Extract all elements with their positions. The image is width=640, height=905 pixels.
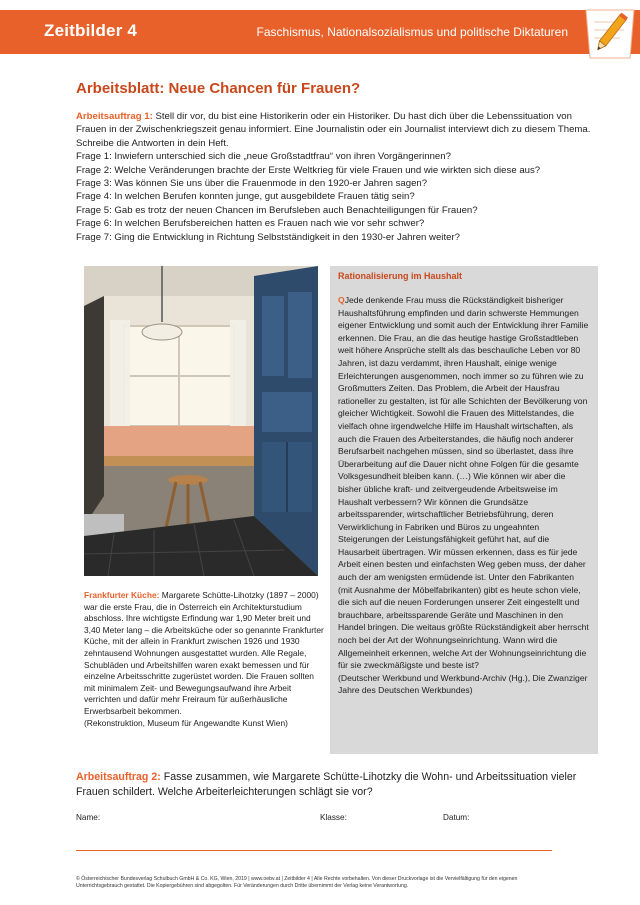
panel-body: Jede denkende Frau muss die Rückständigkeit bisheriger Haushaltsführung empfinden und darin schwerste Hemmungen eigener Entwicklung und somit auch der Entwicklung ihrer Familie erkennen. Die Frau, an die das heutige hastige Großstadtleben weit höhere Ansprüche stellt als das beschauliche Leben vor 80 Jahren, ist dazu verdammt, ihren Haushalt, einige wenige Erleichterungen ausgenommen, noch immer so zu führen wie zu Großmutters Zeiten. Das Problem, die Arbeit der Hausfrau rationeller zu gestalten, ist für alle Schichten der Bevölkerung von gleicher Wichtigkeit. Sowohl die Frauen des Mittelstandes, die vielfach ohne irgendwelche Hilfe im Haushalt wirtschaften, als auch die Frauen des Arbeiterstandes, die häufig noch anderer Berufsarbeit nachgehen müssen, sind so überlastet, dass ihre Überarbeitung auf die Dauer nicht ohne Folgen für die gesamte Volksgesundheit bleiben kann. (…) Wie können wir aber die bisher übliche kraft- und zeitvergeudende Arbeitsweise im Haushalt verbessern? Wir können die Grundsätze arbeitssparender, wirtschaftlicher Betriebsführung, deren Verwirklichung in Fabriken und Büros zu ungeahnten Steigerungen der Leistungsfähigkeit geführt hat, auf die Hausarbeit übertragen. Wir müssen erkennen, dass es für jede Arbeit einen besten und einfachsten Weg geben muss, der daher auch der am wenigsten ermüdende ist. Unter den Fabrikanten (mit Ausnahme der Möbelfabrikanten) gibt es heute schon viele, die sich auf die neuen Forderungen unserer Zeit eingestellt und brauchbare, arbeitssparende Geräte und Maschinen in den Handel bringen. Die weitaus größte Rückständigkeit aber herrscht noch bei der Art der Wohnungseinrichtung. Wann wird die Allgemeinheit erkennen, welche Art der Wohnungseinrichtung die für sie zweckmäßigste und beste ist? — [338, 295, 589, 671]
task-1 — [76, 110, 596, 244]
task-2-text: Fasse zusammen, wie Margarete Schütte-Lihotzky die Wohn- und Arbeitssituation vieler Frauen schildert. Welche Arbeiterleichterungen schlägt sie vor? — [76, 771, 577, 798]
question-5: Frage 5: Gab es trotz der neuen Chancen im Berufsleben auch Benachteiligungen für Frauen? — [76, 204, 478, 216]
question-2: Frage 2: Welche Veränderungen brachte der Erste Weltkrieg für viele Frauen und wie wirkten sich diese aus? — [76, 164, 541, 176]
quote-marker: Q — [338, 295, 345, 305]
panel-text — [338, 294, 590, 697]
task-1-label: Arbeitsauftrag 1: — [76, 111, 153, 122]
pencil-paper-icon — [580, 6, 640, 62]
panel-title: Rationalisierung im Haushalt — [338, 271, 463, 281]
book-title: Zeitbilder 4 — [44, 21, 138, 40]
question-4: Frage 4: In welchen Berufen konnten junge, gut ausgebildete Frauen tätig sein? — [76, 191, 415, 203]
date-label: Datum: — [443, 813, 470, 822]
question-7: Frage 7: Ging die Entwicklung in Richtung Selbstständigkeit in den 1930-er Jahren weiter? — [76, 231, 460, 243]
caption-label: Frankfurter Küche: — [84, 590, 160, 600]
panel-source: (Deutscher Werkbund und Werkbund-Archiv (Hg.), Die Zwanziger Jahre des Deutschen Werkbundes) — [338, 672, 588, 696]
question-1: Frage 1: Inwiefern unterschied sich die „neue Großstadtfrau“ von ihren Vorgängerinnen? — [76, 151, 451, 163]
task-2 — [76, 770, 596, 800]
question-3: Frage 3: Was können Sie uns über die Frauenmode in den 1920-er Jahren sagen? — [76, 178, 428, 190]
photo-caption — [84, 590, 324, 729]
task-1-text: Stell dir vor, du bist eine Historikerin oder ein Historiker. Du hast dich über die Lebenssituation von Frauen in der Zwischenkriegszeit genau informiert. Eine Journalistin oder ein Journalist interviewt dich zu diesem Thema. Schreibe die Antworten in dein Heft. — [76, 111, 591, 149]
task-2-label: Arbeitsauftrag 2: — [76, 771, 161, 783]
question-6: Frage 6: In welchen Berufsbereichen hatten es Frauen nach wie vor sehr schwer? — [76, 218, 425, 230]
subject-title: Faschismus, Nationalsozialismus und politische Diktaturen — [256, 25, 568, 39]
caption-text: Margarete Schütte-Lihotzky (1897 – 2000) war die erste Frau, die in Österreich ein Architekturstudium abschloss. Ihre wichtigste Erfindung war 1,90 Meter breit und 3,40 Meter lang – die Arbeitsküche oder so genannte Frankfurter Küche, mit der allein in Frankfurt zwischen 1926 und 1930 zehntausend Wohnungen ausgestattet wurden. Alle Regale, Schubläden und Arbeitshilfen waren exakt bemessen und für einzelne Arbeitsschritte zugerüstet worden. Die Frauen sollten mit minimalem Zeit- und Bewegungsaufwand ihre Arbeit verrichten und dafür mehr Freiraum für außerhäusliche Erwerbsarbeit bekommen. — [84, 590, 324, 716]
frankfurt-kitchen-photo — [84, 266, 318, 576]
header — [0, 0, 640, 56]
worksheet-title: Arbeitsblatt: Neue Chancen für Frauen? — [76, 80, 361, 97]
footer-divider — [76, 850, 552, 851]
class-label: Klasse: — [320, 813, 347, 822]
caption-source: (Rekonstruktion, Museum für Angewandte Kunst Wien) — [84, 717, 288, 728]
source-panel — [330, 266, 598, 754]
copyright-footer: © Österreichischer Bundesverlag Schulbuch GmbH & Co. KG, Wien, 2019 | www.oebv.at | Zeitbilder 4 | Alle Rechte vorbehalten. Von dieser Druckvorlage ist die Vervielfältigung für den eigenen Unterrichtsgebrauch gestattet. Die Kopiergebühren sind abgegolten. Für Veränderungen durch Dritte übernimmt der Verlag keine Verantwortung. — [76, 876, 518, 889]
name-label: Name: — [76, 813, 101, 822]
